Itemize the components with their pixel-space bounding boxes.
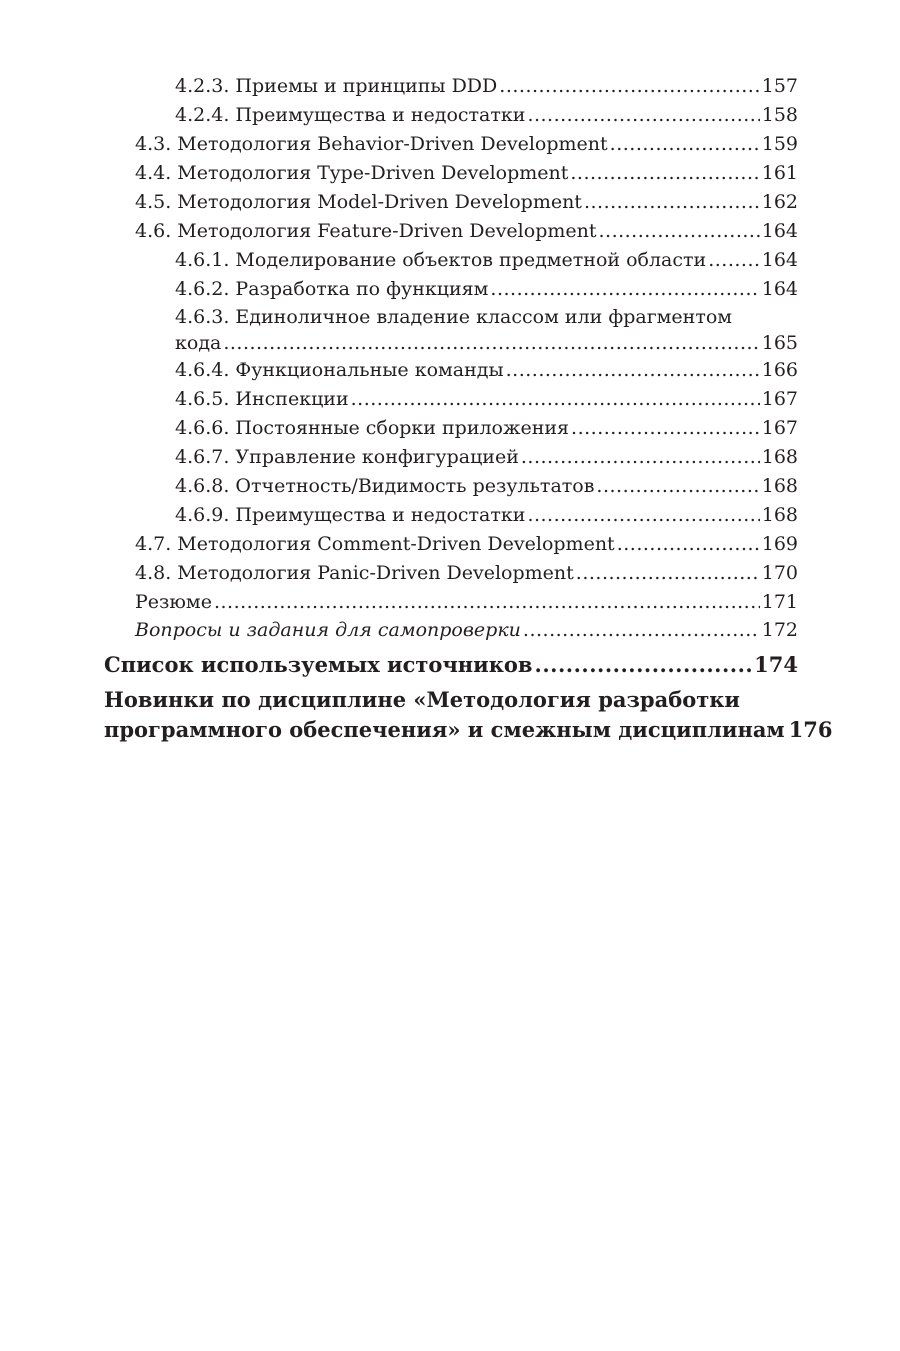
toc-entry-4-6-7 (104, 443, 798, 472)
toc-entry-title: 4.6.6. Постоянные сборки приложения (175, 417, 570, 439)
toc-entry-title: Вопросы и задания для самопроверки (135, 619, 521, 641)
toc-entry-title: 4.6. Методология Feature-Driven Development (135, 220, 597, 242)
toc-entry-4-6-3-line2 (104, 330, 798, 356)
toc-entry-page: 167 (761, 417, 798, 439)
dot-leader (598, 217, 759, 246)
toc-entry-4-6-3-line1 (104, 304, 798, 330)
toc-entry-4-2-3 (104, 72, 798, 101)
toc-entry-title: 4.2.4. Преимущества и недостатки (175, 104, 526, 126)
toc-entry-title: 4.6.1. Моделирование объектов предметной области (175, 249, 707, 271)
toc-entry-4-4 (104, 159, 798, 188)
toc-entry-page: 161 (761, 162, 798, 184)
toc-entry-4-6 (104, 217, 798, 246)
toc-entry-4-6-1 (104, 246, 798, 275)
toc-entry-title: 4.6.5. Инспекции (175, 388, 349, 410)
toc-entry-title: 4.7. Методология Comment-Driven Development (135, 533, 615, 555)
toc-entry-page: 167 (761, 388, 798, 410)
toc-entry-title: Список используемых источников (104, 652, 533, 677)
toc-entry-title: 4.6.4. Функциональные команды (175, 359, 504, 381)
toc-entry-page: 176 (788, 717, 833, 742)
dot-leader (576, 559, 760, 588)
toc-entry-4-6-8 (104, 472, 798, 501)
dot-leader (617, 530, 760, 559)
toc-entry-title: 4.5. Методология Model-Driven Development (135, 191, 582, 213)
dot-leader (596, 472, 759, 501)
dot-leader (527, 101, 759, 130)
toc-entry-title-line2: программного обеспечения» и смежным дисциплинам (104, 717, 785, 742)
toc-entry-4-3 (104, 130, 798, 159)
toc-entry-page: 157 (761, 75, 798, 97)
toc-entry-title: Резюме (135, 591, 212, 613)
dot-leader (521, 443, 760, 472)
toc-entry-summary (104, 588, 798, 617)
toc-entry-title: 4.8. Методология Panic-Driven Development (135, 562, 574, 584)
dot-leader (571, 414, 760, 443)
dot-leader (490, 275, 759, 304)
toc-entry-4-6-2 (104, 275, 798, 304)
toc-entry-page: 170 (761, 562, 798, 584)
toc-entry-page: 168 (761, 446, 798, 468)
table-of-contents (104, 72, 833, 745)
toc-entry-4-5 (104, 188, 798, 217)
toc-entry-title: 4.4. Методология Type-Driven Development (135, 162, 569, 184)
toc-entry-title: 4.6.2. Разработка по функциям (175, 278, 489, 300)
toc-entry-sources (104, 649, 798, 681)
toc-entry-page: 171 (761, 591, 798, 613)
toc-entry-4-6-4 (104, 356, 798, 385)
toc-entry-4-2-4 (104, 101, 798, 130)
dot-leader (708, 246, 760, 275)
toc-entry-title-line1: Новинки по дисциплине «Методология разработки (104, 687, 740, 712)
dot-leader (214, 588, 760, 617)
toc-entry-page: 166 (761, 359, 798, 381)
toc-entry-4-6-9 (104, 501, 798, 530)
toc-entry-title-line2-row (104, 715, 833, 745)
dot-leader (351, 385, 760, 414)
toc-entry-title: 4.6.3. Единоличное владение классом или фрагментом (175, 306, 733, 328)
toc-entry-4-7 (104, 530, 798, 559)
toc-entry-page: 165 (761, 332, 798, 354)
toc-entry-title: 4.6.9. Преимущества и недостатки (175, 504, 526, 526)
dot-leader (499, 72, 759, 101)
toc-entry-4-6-6 (104, 414, 798, 443)
toc-entry-title: 4.6.7. Управление конфигурацией (175, 446, 519, 468)
toc-entry-page: 164 (761, 249, 798, 271)
toc-entry-page: 158 (761, 104, 798, 126)
dot-leader (570, 159, 759, 188)
toc-entry-4-6-5 (104, 385, 798, 414)
toc-entry-page: 169 (761, 533, 798, 555)
toc-entry-page: 172 (761, 619, 798, 641)
dot-leader (527, 501, 759, 530)
dot-leader (506, 356, 760, 385)
toc-entry-4-8 (104, 559, 798, 588)
toc-entry-title: кода (175, 332, 222, 354)
toc-entry-page: 164 (761, 220, 798, 242)
toc-entry-page: 168 (761, 504, 798, 526)
toc-entry-page: 159 (761, 133, 798, 155)
toc-entry-page: 174 (754, 652, 798, 677)
toc-entry-title: 4.6.8. Отчетность/Видимость результатов (175, 475, 595, 497)
toc-entry-page: 164 (761, 278, 798, 300)
dot-leader (584, 188, 760, 217)
dot-leader (535, 649, 753, 681)
dot-leader (223, 330, 759, 356)
toc-entry-page: 168 (761, 475, 798, 497)
toc-entry-title: 4.3. Методология Behavior-Driven Development (135, 133, 608, 155)
toc-entry-page: 162 (761, 191, 798, 213)
toc-entry-questions (104, 617, 798, 643)
dot-leader (523, 617, 760, 643)
toc-entry-new-books (104, 685, 833, 745)
dot-leader (610, 130, 760, 159)
toc-entry-title: 4.2.3. Приемы и принципы DDD (175, 75, 498, 97)
